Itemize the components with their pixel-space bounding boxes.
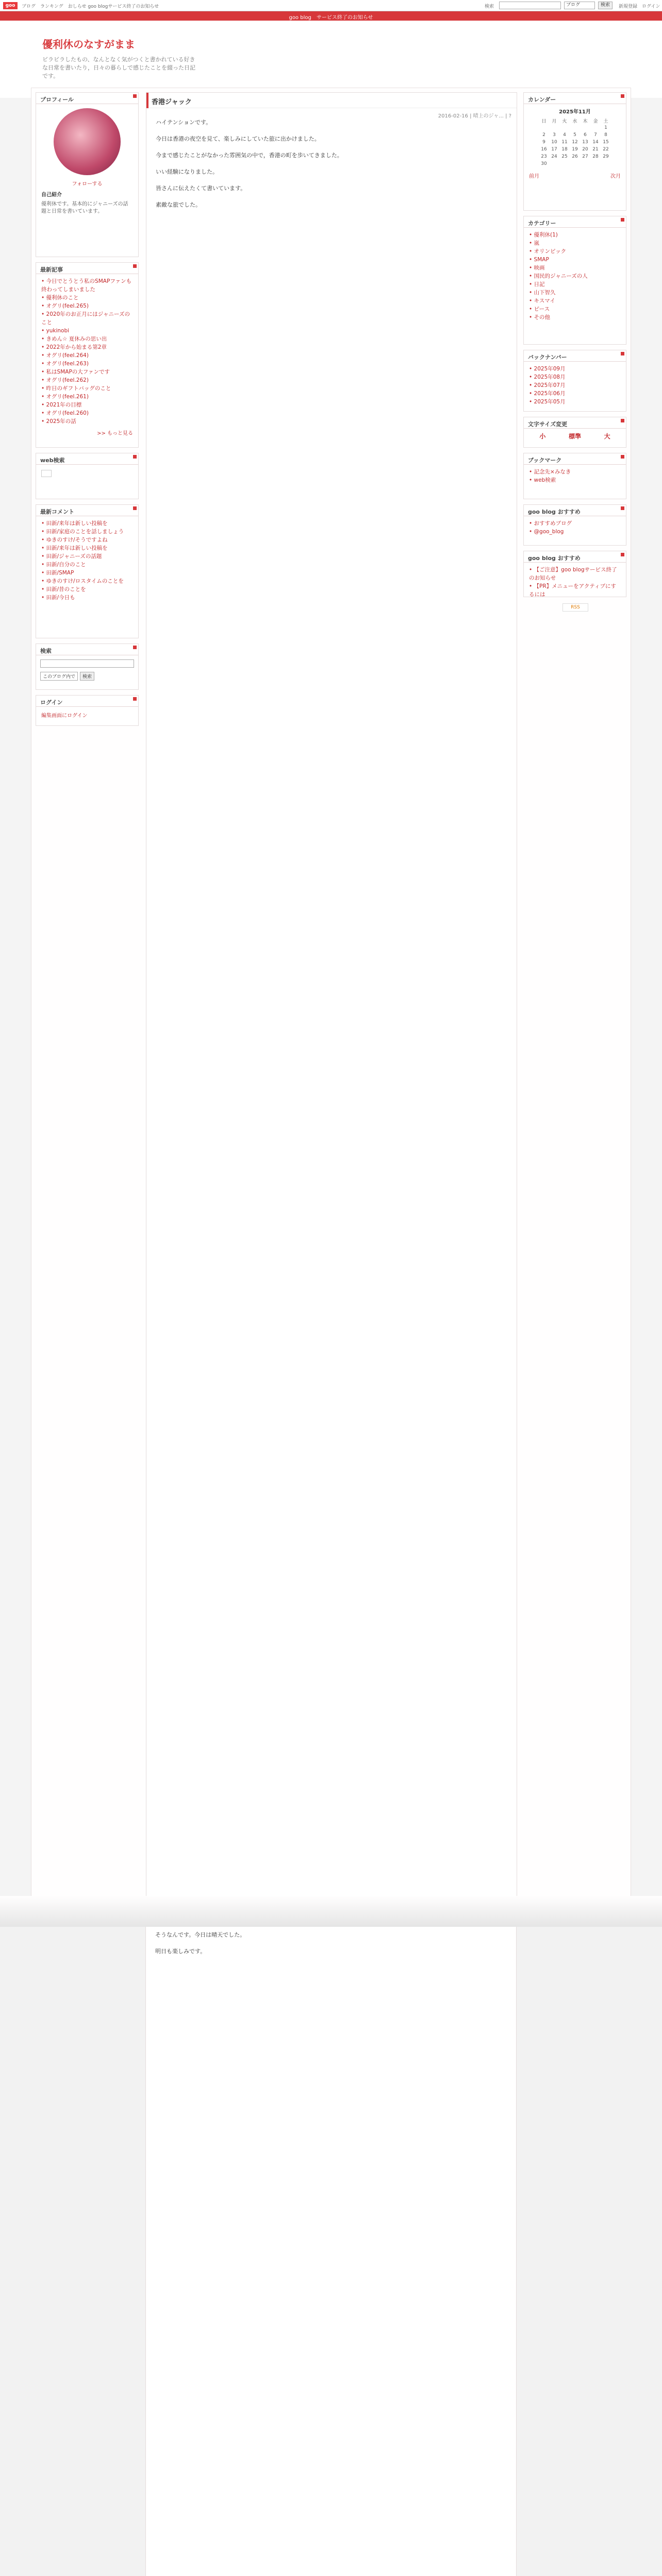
calendar-day[interactable]: 7: [594, 132, 597, 138]
recent-box: [36, 262, 139, 448]
bookmark-list: [524, 465, 626, 487]
category-item[interactable]: • ピース: [529, 306, 550, 312]
recent-item[interactable]: • オグリ(feel.263): [41, 361, 89, 367]
search-scope-select[interactable]: ブログ: [564, 2, 595, 9]
news-heading: goo blog おすすめ: [524, 551, 626, 563]
search-button[interactable]: 検索: [598, 2, 613, 9]
article-paragraph: 今まで感じたことがなかった雰囲気の中で，香港の町を歩いてきました。: [156, 152, 343, 159]
article-paragraph: 素敵な旅でした。: [156, 201, 201, 208]
blog-search-button[interactable]: 検索: [80, 672, 94, 681]
recent-item[interactable]: • 今日でとうとう私のSMAPファンも終わってしまいました: [41, 278, 132, 293]
notice-link[interactable]: goo blog サービス終了のお知らせ: [289, 15, 373, 21]
profile-heading: プロフィール: [36, 93, 138, 104]
recent-item[interactable]: • オグリ(feel.261): [41, 394, 89, 400]
lower-section: [0, 1927, 662, 2576]
category-item[interactable]: • オリンピック: [529, 248, 567, 255]
recent-item[interactable]: • オグリ(feel.264): [41, 352, 89, 359]
recommend-heading: goo blog おすすめ: [524, 505, 626, 516]
category-item[interactable]: • 映画: [529, 265, 545, 271]
search-input[interactable]: [499, 2, 561, 9]
category-item[interactable]: • その他: [529, 314, 551, 320]
calendar-heading: カレンダー: [524, 93, 626, 104]
main-wrapper: [31, 88, 631, 2004]
calendar-day[interactable]: 25: [561, 154, 568, 159]
news-list: [524, 563, 626, 602]
bookmark-heading: ブックマーク: [524, 453, 626, 465]
web-search-image-icon: [41, 470, 52, 477]
article-continued: [145, 1927, 517, 2576]
bookmark-box: [523, 453, 626, 499]
comments-box: [36, 504, 139, 638]
recent-item[interactable]: • オグリ(feel.265): [41, 303, 89, 309]
calendar-day[interactable]: [559, 124, 570, 131]
top-links[interactable]: ブログ ランキング おしらせ goo blogサービス終了のお知らせ: [22, 4, 159, 9]
avatar[interactable]: [54, 108, 121, 175]
category-item[interactable]: • キスマイ: [529, 298, 555, 304]
article-paragraph: 今日は香港の夜空を見て、楽しみにしていた旅に出かけました。: [156, 135, 320, 142]
fontsize-large-button[interactable]: 大: [604, 433, 610, 440]
recommend-item[interactable]: • @goo_blog: [529, 529, 564, 535]
calendar-day[interactable]: [580, 160, 590, 167]
login-box: [36, 695, 139, 726]
news-box: [523, 551, 626, 597]
backnumber-item[interactable]: • 2025年08月: [529, 374, 566, 380]
news-item[interactable]: • 【PR】メニューをアクティブにするには: [529, 583, 617, 598]
calendar-day[interactable]: [590, 160, 601, 167]
calendar-day[interactable]: 29: [603, 154, 609, 159]
calendar-day[interactable]: [570, 124, 580, 131]
recommend-box: [523, 504, 626, 546]
calendar-day[interactable]: [580, 124, 590, 131]
fontsize-normal-button[interactable]: 標準: [568, 433, 581, 440]
calendar-next-link[interactable]: 次月: [610, 174, 621, 179]
follow-link[interactable]: フォローする: [72, 181, 103, 187]
calendar-day[interactable]: 12: [572, 140, 578, 145]
recent-item[interactable]: • 私はSMAPの大ファンです: [41, 369, 110, 375]
calendar-weekday: 金: [593, 118, 598, 124]
calendar-day[interactable]: [539, 124, 549, 131]
fontsize-box: [523, 417, 626, 448]
recent-heading: 最新記事: [36, 263, 138, 274]
calendar-day[interactable]: [549, 124, 559, 131]
comment-item[interactable]: • 田新/昔のことを: [41, 586, 86, 592]
backnumber-item[interactable]: • 2025年09月: [529, 366, 566, 372]
recent-item[interactable]: • オグリ(feel.262): [41, 377, 89, 383]
article-paragraph: いい経験になりました。: [156, 168, 218, 175]
category-item[interactable]: • 優利休(1): [529, 232, 558, 238]
recent-item[interactable]: • 優利休のこと: [41, 295, 79, 301]
calendar-day[interactable]: 9: [542, 140, 545, 145]
calendar-weekday: 月: [552, 118, 557, 124]
calendar-day[interactable]: 15: [603, 140, 609, 145]
notice-bar: [0, 11, 662, 21]
recommend-list: [524, 516, 626, 539]
blog-search-input[interactable]: [40, 659, 134, 668]
calendar-day[interactable]: 2: [542, 132, 545, 138]
article-continued-body: [155, 1931, 507, 1956]
calendar-month: 2025年11月: [559, 109, 591, 115]
calendar-day[interactable]: 11: [561, 140, 568, 145]
calendar-box: [523, 92, 626, 211]
calendar-day[interactable]: [549, 160, 559, 167]
calendar-weekday: 水: [572, 118, 577, 124]
account-links[interactable]: 新規登録 ログイン: [619, 4, 660, 9]
calendar-day[interactable]: 4: [563, 132, 566, 138]
calendar-day[interactable]: [601, 160, 611, 167]
fontsize-heading: 文字サイズ変更: [524, 417, 626, 429]
blog-description: ビラビラしたもの、なんとなく気がつくと書かれている好きな日常を書いたり，日々の暮らしで感じたことを綴った日記です。: [42, 56, 195, 79]
comment-item[interactable]: • 田新/家庭のことを話しましょう: [41, 529, 124, 535]
calendar-day[interactable]: 28: [592, 154, 599, 159]
article: [146, 92, 517, 1984]
calendar-weekday: 日: [541, 118, 547, 124]
web-search-heading: web検索: [36, 453, 138, 465]
profile-intro: 優利休です。基本的にジャニーズの話題と日常を書いています。: [41, 201, 128, 214]
calendar-day[interactable]: [570, 160, 580, 167]
calendar-day[interactable]: 1: [604, 125, 607, 130]
category-item[interactable]: • 嵐: [529, 240, 540, 246]
bookmark-item[interactable]: • web検索: [529, 477, 556, 483]
comment-item[interactable]: • 田新/来年は新しい投稿を: [41, 520, 108, 527]
recent-more-link[interactable]: >> もっと見る: [97, 431, 133, 436]
web-search-box: [36, 453, 139, 499]
calendar-day[interactable]: 21: [592, 147, 599, 152]
calendar-day[interactable]: 14: [592, 140, 599, 145]
calendar-day[interactable]: 18: [561, 147, 568, 152]
search-heading: 検索: [36, 644, 138, 655]
calendar-day[interactable]: 3: [553, 132, 556, 138]
calendar-day[interactable]: [590, 124, 601, 131]
recent-item[interactable]: • 2025年の話: [41, 418, 76, 425]
top-bar: [0, 0, 662, 11]
article-paragraph: ハイテンションです。: [156, 119, 212, 126]
news-item[interactable]: • 【ご注意】goo blogサービス終了のお知らせ: [529, 567, 617, 581]
calendar-day[interactable]: 8: [604, 132, 607, 138]
calendar-day[interactable]: 20: [582, 147, 588, 152]
calendar-day[interactable]: 19: [572, 147, 578, 152]
login-link[interactable]: 編集画面にログイン: [41, 713, 88, 719]
backnumber-list: [524, 362, 626, 409]
bookmark-item[interactable]: • 記念先×みなき: [529, 469, 571, 475]
calendar-day[interactable]: 17: [551, 147, 557, 152]
comments-list: [36, 516, 138, 605]
calendar-day[interactable]: 26: [572, 154, 578, 159]
category-item[interactable]: • 国民的ジャニーズの人: [529, 273, 588, 279]
comment-item[interactable]: • 田新/来年は新しい投稿を: [41, 545, 108, 551]
recent-item[interactable]: • 昨日のギフトバッグのこと: [41, 385, 111, 392]
calendar-table: [539, 117, 611, 167]
comments-heading: 最新コメント: [36, 505, 138, 516]
goo-logo[interactable]: goo: [3, 2, 18, 9]
calendar-weekday: 火: [562, 118, 567, 124]
category-list: [524, 228, 626, 325]
category-item[interactable]: • SMAP: [529, 257, 549, 263]
recent-item[interactable]: • きめん☆ 夏休みの思い出: [41, 336, 107, 342]
calendar-day[interactable]: 27: [582, 154, 588, 159]
profile-label: 自己紹介: [41, 192, 62, 198]
category-item[interactable]: • 日記: [529, 281, 545, 287]
article-date: 2016-02-16 | 晴上のジャ... | ?: [438, 113, 511, 119]
comment-item[interactable]: • 田新/自分のこと: [41, 562, 86, 568]
backnumber-heading: バックナンバー: [524, 350, 626, 362]
recommend-item[interactable]: • おすすめブログ: [529, 520, 572, 527]
recent-list: [36, 274, 138, 429]
recent-item[interactable]: • 2021年の目標: [41, 402, 82, 408]
article-paragraph: 明日も楽しみです。: [155, 1948, 206, 1955]
recent-item[interactable]: • yukinobi: [41, 328, 70, 334]
page-fade: [0, 1896, 662, 1927]
blog-title[interactable]: 優利休のなすがまま: [42, 38, 135, 50]
blog-header: [0, 21, 662, 98]
article-paragraph: 皆さんに伝えたくて書いています。: [156, 185, 246, 192]
calendar-day[interactable]: 16: [541, 147, 547, 152]
calendar-day[interactable]: 23: [541, 154, 547, 159]
rss-button[interactable]: RSS: [562, 603, 588, 612]
blog-search-scope[interactable]: このブログ内で: [40, 672, 78, 681]
backnumber-item[interactable]: • 2025年07月: [529, 382, 566, 388]
calendar-day[interactable]: 30: [541, 161, 547, 166]
recent-item[interactable]: • オグリ(feel.260): [41, 410, 89, 416]
search-label: 検索: [485, 4, 494, 9]
calendar-day[interactable]: 6: [584, 132, 587, 138]
calendar-weekday: 土: [603, 118, 608, 124]
comment-item[interactable]: • 田新/SMAP: [41, 570, 74, 576]
recent-item[interactable]: • 2022年から始まる第2章: [41, 344, 107, 350]
comment-item[interactable]: • 田新/ジャニーズの話題: [41, 553, 102, 560]
article-title[interactable]: 香港ジャック: [146, 93, 517, 108]
backnumber-box: [523, 350, 626, 412]
calendar-day[interactable]: [559, 160, 570, 167]
comment-item[interactable]: • 田新/今日も: [41, 595, 75, 601]
backnumber-item[interactable]: • 2025年06月: [529, 391, 566, 397]
comment-item[interactable]: • ゆきのすけ/そうですよね: [41, 537, 108, 543]
category-box: [523, 216, 626, 345]
calendar-weekday: 木: [583, 118, 588, 124]
calendar-day[interactable]: 13: [582, 140, 588, 145]
login-heading: ログイン: [36, 696, 138, 707]
comment-item[interactable]: • ゆきのすけ/ロスタイムのことを: [41, 578, 124, 584]
calendar-day[interactable]: 24: [551, 154, 557, 159]
calendar-day[interactable]: 10: [551, 140, 557, 145]
category-heading: カテゴリー: [524, 216, 626, 228]
article-body: [146, 108, 517, 223]
fontsize-small-button[interactable]: 小: [539, 433, 546, 440]
calendar-day[interactable]: 22: [603, 147, 609, 152]
article-paragraph: そうなんです。今日は晴天でした。: [155, 1931, 246, 1938]
calendar-prev-link[interactable]: 前月: [529, 174, 539, 179]
recent-item[interactable]: • 2020年のお正月にはジャニーズのこと: [41, 311, 130, 326]
category-item[interactable]: • 山下智久: [529, 290, 556, 296]
backnumber-item[interactable]: • 2025年05月: [529, 399, 566, 405]
profile-box: [36, 92, 139, 257]
calendar-day[interactable]: 5: [573, 132, 576, 138]
search-box: [36, 643, 139, 690]
